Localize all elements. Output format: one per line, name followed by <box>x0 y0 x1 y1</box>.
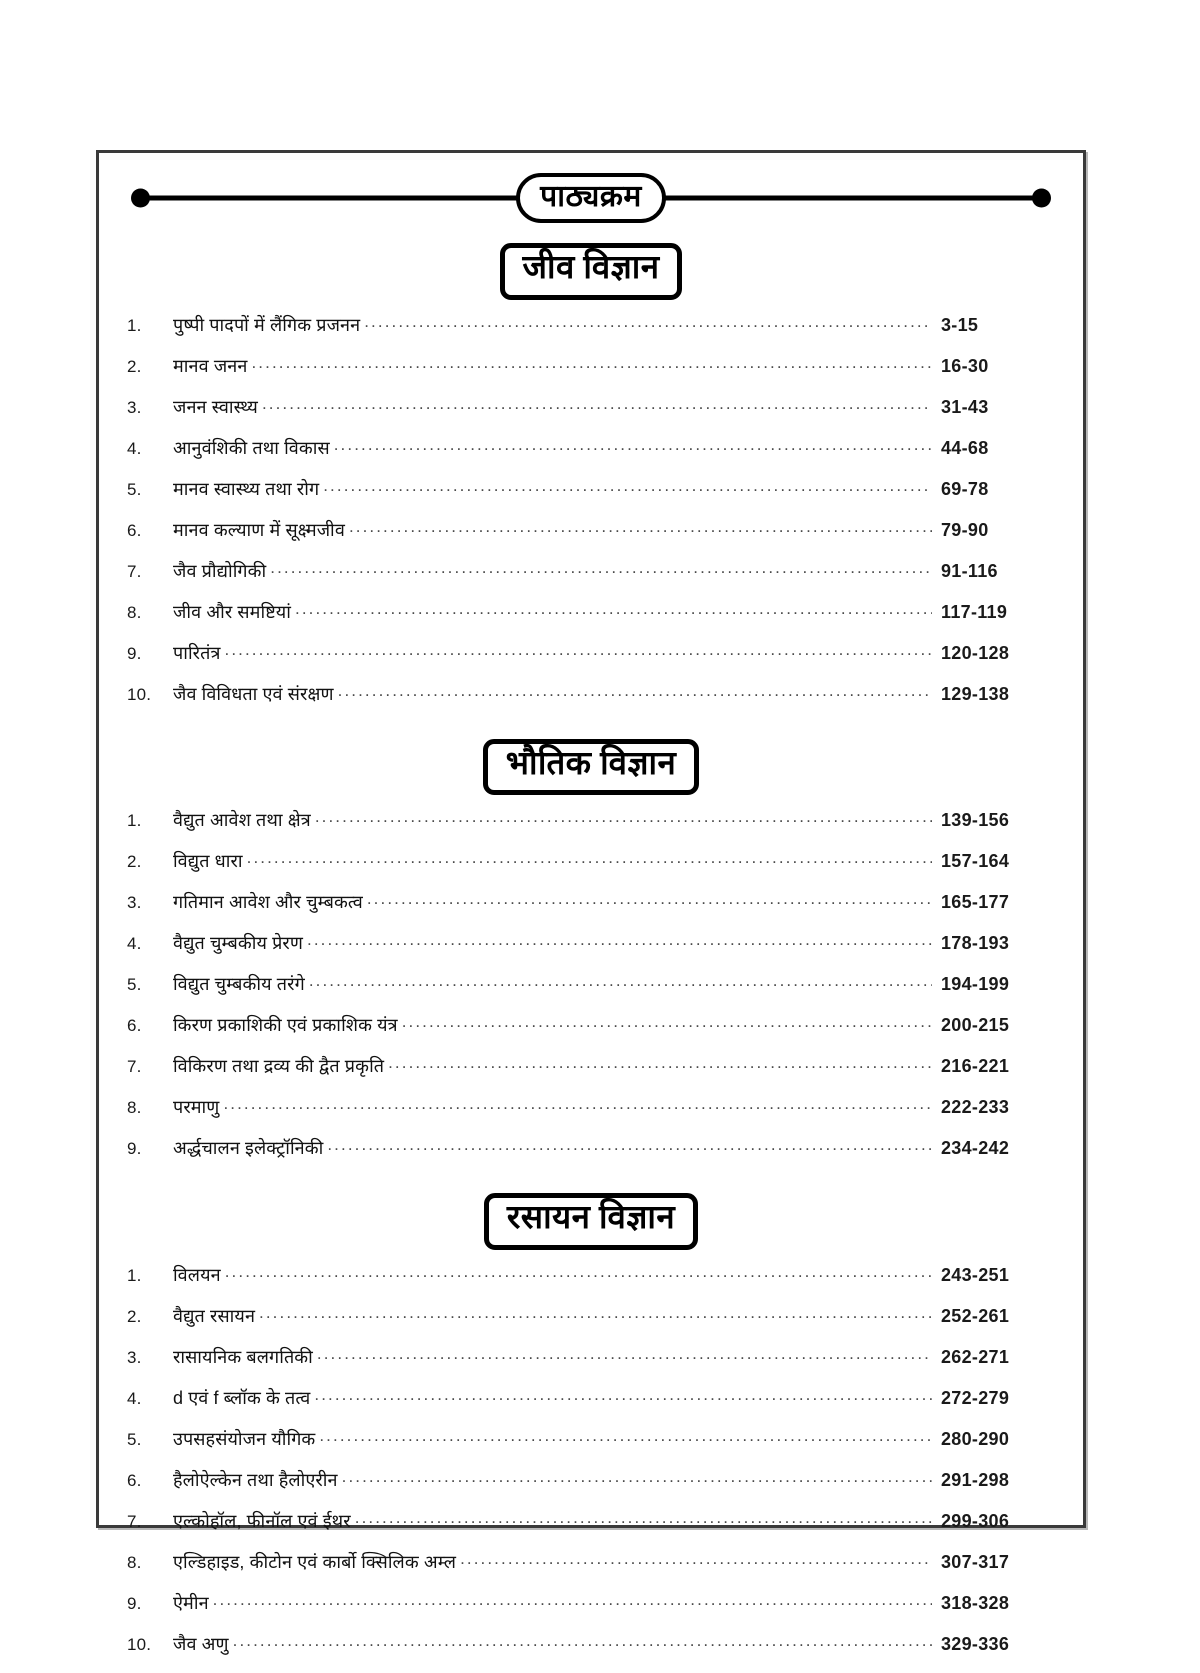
toc-number: 7. <box>127 561 142 581</box>
toc-chapter-title: जैव अणु <box>173 1633 229 1654</box>
toc-chapter-title: रासायनिक बलगतिकी <box>173 1346 313 1367</box>
dot-leader <box>349 520 932 536</box>
dot-leader <box>334 438 932 454</box>
toc-number: 9. <box>127 643 142 663</box>
toc-number: 1. <box>127 1265 142 1285</box>
dot-leader <box>323 479 932 495</box>
toc-number: 1. <box>127 811 142 831</box>
toc-number: 5. <box>127 1429 142 1449</box>
dot-leader <box>315 810 932 826</box>
section-heading-wrap-physics <box>117 739 1065 796</box>
toc-page-range: 234-242 <box>941 1138 1010 1159</box>
dot-leader <box>295 602 932 618</box>
toc-row[interactable] <box>127 1054 1059 1095</box>
toc-list-biology <box>117 313 1065 723</box>
dot-leader <box>223 1097 932 1113</box>
toc-chapter-title: जैव विविधता एवं संरक्षण <box>173 683 334 704</box>
toc-row[interactable] <box>127 395 1059 436</box>
toc-number: 3. <box>127 893 142 913</box>
dot-leader <box>225 643 932 659</box>
toc-page-range: 91-116 <box>941 560 998 581</box>
toc-row[interactable] <box>127 477 1059 518</box>
toc-page-range: 165-177 <box>941 892 1010 913</box>
syllabus-title-rule <box>117 167 1065 229</box>
toc-row[interactable] <box>127 972 1059 1013</box>
toc-page-range: 243-251 <box>941 1264 1010 1285</box>
toc-row[interactable] <box>127 1591 1059 1632</box>
toc-page-range: 291-298 <box>941 1469 1010 1490</box>
toc-row[interactable] <box>127 890 1059 931</box>
dot-leader <box>317 1347 932 1363</box>
toc-number: 9. <box>127 1593 142 1613</box>
dot-leader <box>388 1056 932 1072</box>
section-physics <box>117 723 1065 1178</box>
toc-list-physics <box>117 808 1065 1177</box>
toc-chapter-title: किरण प्रकाशिकी एवं प्रकाशिक यंत्र <box>173 1015 398 1036</box>
toc-page-range: 280-290 <box>941 1428 1010 1449</box>
toc-chapter-title: पुष्पी पादपों में लैंगिक प्रजनन <box>173 314 361 335</box>
section-heading-physics: भौतिक विज्ञान <box>483 739 699 796</box>
toc-row[interactable] <box>127 313 1059 354</box>
toc-page-range: 69-78 <box>941 478 989 499</box>
toc-page-range: 194-199 <box>941 974 1010 995</box>
toc-chapter-title: विद्युत धारा <box>173 851 243 872</box>
toc-number: 6. <box>127 1470 142 1490</box>
document-title: पाठ्यक्रम <box>516 173 666 224</box>
toc-page-range: 262-271 <box>941 1346 1010 1367</box>
toc-row[interactable] <box>127 1263 1059 1304</box>
toc-number: 8. <box>127 602 142 622</box>
toc-chapter-title: मानव स्वास्थ्य तथा रोग <box>173 478 320 499</box>
toc-number: 5. <box>127 479 142 499</box>
toc-row[interactable] <box>127 1386 1059 1427</box>
toc-number: 9. <box>127 1139 142 1159</box>
dot-leader <box>460 1552 932 1568</box>
toc-chapter-title: जीव और समष्टियां <box>173 601 292 622</box>
toc-number: 3. <box>127 1347 142 1367</box>
toc-chapter-title: वैद्युत आवेश तथा क्षेत्र <box>173 810 311 831</box>
toc-chapter-title: वैद्युत रसायन <box>173 1305 256 1326</box>
section-heading-wrap-chemistry <box>117 1193 1065 1250</box>
toc-page-range: 44-68 <box>941 437 989 458</box>
dot-leader <box>213 1593 932 1609</box>
toc-page-range: 329-336 <box>941 1633 1010 1654</box>
dot-leader <box>364 315 932 331</box>
toc-row[interactable] <box>127 1509 1059 1550</box>
rule-end-dot-right <box>1032 189 1051 208</box>
toc-chapter-title: ऐमीन <box>173 1592 209 1613</box>
toc-number: 2. <box>127 1306 142 1326</box>
dot-leader <box>367 892 932 908</box>
toc-number: 6. <box>127 1016 142 1036</box>
toc-row[interactable] <box>127 1468 1059 1509</box>
toc-page-range: 3-15 <box>941 314 979 335</box>
dot-leader <box>327 1138 932 1154</box>
toc-row[interactable] <box>127 600 1059 641</box>
toc-page-range: 272-279 <box>941 1387 1010 1408</box>
toc-number: 1. <box>127 315 142 335</box>
toc-page-range: 200-215 <box>941 1015 1010 1036</box>
dot-leader <box>251 356 932 372</box>
toc-row[interactable] <box>127 354 1059 395</box>
toc-page-range: 318-328 <box>941 1592 1010 1613</box>
dot-leader <box>319 1429 932 1445</box>
toc-chapter-title: जनन स्वास्थ्य <box>173 396 258 417</box>
toc-chapter-title: हैलोऐल्केन तथा हैलोएरीन <box>173 1469 338 1490</box>
toc-number: 8. <box>127 1098 142 1118</box>
dot-leader <box>262 397 932 413</box>
dot-leader <box>314 1388 932 1404</box>
toc-number: 7. <box>127 1057 142 1077</box>
toc-row[interactable] <box>127 1550 1059 1591</box>
toc-list-chemistry <box>117 1263 1065 1673</box>
toc-chapter-title: मानव कल्याण में सूक्ष्मजीव <box>173 519 345 540</box>
toc-page-range: 16-30 <box>941 355 989 376</box>
toc-page-range: 79-90 <box>941 519 989 540</box>
toc-number: 10. <box>127 684 152 704</box>
toc-number: 6. <box>127 520 142 540</box>
toc-page-range: 139-156 <box>941 810 1010 831</box>
toc-number: 10. <box>127 1634 152 1654</box>
section-heading-wrap-biology <box>117 243 1065 300</box>
toc-row[interactable] <box>127 1136 1059 1177</box>
page-content <box>99 167 1083 1654</box>
dot-leader <box>233 1634 932 1650</box>
toc-number: 7. <box>127 1511 142 1531</box>
toc-page-range: 299-306 <box>941 1510 1010 1531</box>
toc-row[interactable] <box>127 559 1059 600</box>
toc-row[interactable] <box>127 1304 1059 1345</box>
toc-chapter-title: जैव प्रौद्योगिकी <box>173 560 267 581</box>
toc-chapter-title: अर्द्धचालन इलेक्ट्रॉनिकी <box>173 1138 324 1159</box>
dot-leader <box>307 933 932 949</box>
toc-page-range: 157-164 <box>941 851 1010 872</box>
toc-page-range: 307-317 <box>941 1551 1010 1572</box>
dot-leader <box>247 851 932 867</box>
toc-row[interactable] <box>127 1013 1059 1054</box>
toc-row[interactable] <box>127 641 1059 682</box>
toc-chapter-title: पारितंत्र <box>173 642 221 663</box>
dot-leader <box>402 1015 932 1031</box>
dot-leader <box>338 684 932 700</box>
toc-chapter-title: वैद्युत चुम्बकीय प्रेरण <box>173 933 304 954</box>
toc-number: 8. <box>127 1552 142 1572</box>
section-heading-chemistry: रसायन विज्ञान <box>484 1193 698 1250</box>
toc-chapter-title: मानव जनन <box>173 355 248 376</box>
toc-number: 4. <box>127 1388 142 1408</box>
toc-page-range: 216-221 <box>941 1056 1010 1077</box>
dot-leader <box>259 1306 932 1322</box>
toc-number: 4. <box>127 934 142 954</box>
toc-chapter-title: गतिमान आवेश और चुम्बकत्व <box>173 892 363 913</box>
dot-leader <box>342 1470 932 1486</box>
toc-chapter-title: विलयन <box>173 1264 221 1285</box>
toc-number: 3. <box>127 397 142 417</box>
toc-row[interactable] <box>127 682 1059 723</box>
toc-page-range: 252-261 <box>941 1305 1010 1326</box>
toc-row[interactable] <box>127 849 1059 890</box>
toc-number: 2. <box>127 852 142 872</box>
toc-row[interactable] <box>127 1427 1059 1468</box>
section-heading-biology: जीव विज्ञान <box>500 243 683 300</box>
toc-row[interactable] <box>127 1632 1059 1673</box>
toc-chapter-title: एल्कोहॉल, फीनॉल एवं ईथर <box>173 1510 351 1531</box>
toc-row[interactable] <box>127 1345 1059 1386</box>
rule-end-dot-left <box>131 189 150 208</box>
toc-page-range: 222-233 <box>941 1097 1010 1118</box>
toc-number: 5. <box>127 975 142 995</box>
page-border-frame <box>96 150 1086 1654</box>
toc-page-range: 129-138 <box>941 683 1010 704</box>
toc-chapter-title: d एवं f ब्लॉक के तत्व <box>173 1387 311 1408</box>
toc-chapter-title: आनुवंशिकी तथा विकास <box>173 437 330 458</box>
toc-chapter-title: उपसहसंयोजन यौगिक <box>173 1428 316 1449</box>
toc-page-range: 120-128 <box>941 642 1010 663</box>
toc-row[interactable] <box>127 931 1059 972</box>
toc-chapter-title: विकिरण तथा द्रव्य की द्वैत प्रकृति <box>173 1056 385 1077</box>
dot-leader <box>270 561 932 577</box>
toc-row[interactable] <box>127 436 1059 477</box>
dot-leader <box>225 1265 932 1281</box>
dot-leader <box>309 974 932 990</box>
toc-number: 2. <box>127 356 142 376</box>
toc-chapter-title: एल्डिहाइड, कीटोन एवं कार्बो क्सिलिक अम्ल <box>173 1551 457 1572</box>
toc-page-range: 117-119 <box>941 601 1008 622</box>
section-chemistry <box>117 1177 1065 1673</box>
section-biology <box>117 229 1065 723</box>
toc-chapter-title: विद्युत चुम्बकीय तरंगे <box>173 974 305 995</box>
toc-chapter-title: परमाणु <box>173 1097 220 1118</box>
toc-row[interactable] <box>127 518 1059 559</box>
toc-number: 4. <box>127 438 142 458</box>
toc-row[interactable] <box>127 1095 1059 1136</box>
toc-page-range: 31-43 <box>941 396 989 417</box>
dot-leader <box>355 1511 932 1527</box>
toc-page-range: 178-193 <box>941 933 1010 954</box>
toc-row[interactable] <box>127 808 1059 849</box>
